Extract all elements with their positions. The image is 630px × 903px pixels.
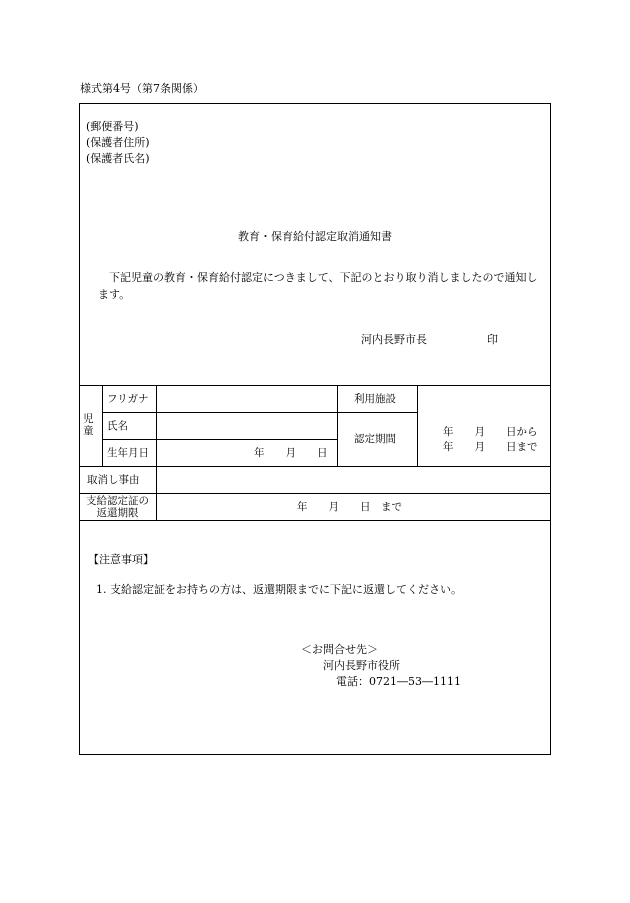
issuer-name: 河内長野市長 bbox=[361, 333, 427, 346]
table-row-divider-1b bbox=[337, 412, 417, 413]
contact-phone: 電話：0721―53―1111 bbox=[336, 675, 461, 688]
note-item: 1. 支給認定証をお持ちの方は、返還期限までに下記に返還してください。 bbox=[96, 583, 462, 596]
table-col-divider-mid bbox=[337, 385, 338, 466]
table-col-divider-child bbox=[102, 385, 103, 466]
postal-code-line: (郵便番号) bbox=[86, 120, 139, 133]
furigana-label: フリガナ bbox=[107, 393, 149, 405]
form-number: 様式第4号（第7条関係） bbox=[80, 82, 204, 95]
cancel-reason-label: 取消し事由 bbox=[87, 474, 140, 486]
table-top-border bbox=[79, 385, 551, 386]
guardian-name-line: (保護者氏名) bbox=[86, 152, 150, 165]
return-deadline-label-2: 返還期限 bbox=[96, 507, 139, 519]
notes-heading: 【注意事項】 bbox=[88, 553, 154, 566]
notice-body bbox=[98, 269, 548, 303]
table-row-divider-2 bbox=[102, 439, 337, 440]
return-deadline-value: 年 月 日 まで bbox=[297, 501, 402, 513]
period-to: 年 月 日まで bbox=[443, 441, 538, 453]
table-col-divider-label bbox=[156, 385, 157, 520]
facility-label: 利用施設 bbox=[354, 393, 396, 405]
contact-heading: ＜お問合せ先＞ bbox=[301, 643, 378, 656]
period-from: 年 月 日から bbox=[443, 426, 538, 438]
period-label: 認定期間 bbox=[354, 433, 396, 445]
table-col-divider-right bbox=[417, 385, 418, 466]
guardian-address-line: (保護者住所) bbox=[86, 136, 150, 149]
table-bottom-border bbox=[79, 520, 551, 521]
table-row-divider-4 bbox=[79, 493, 551, 494]
name-label: 氏名 bbox=[107, 420, 128, 432]
contact-office: 河内長野市役所 bbox=[323, 659, 400, 672]
seal-mark: 印 bbox=[487, 333, 498, 346]
table-row-divider-1 bbox=[102, 412, 337, 413]
birthdate-label: 生年月日 bbox=[107, 447, 149, 459]
document-title: 教育・保育給付認定取消通知書 bbox=[238, 230, 392, 243]
birthdate-value: 年 月 日 bbox=[254, 447, 328, 459]
return-deadline-label-1: 支給認定証の bbox=[86, 495, 149, 507]
notice-body-text: 下記児童の教育・保育給付認定につきまして、下記のとおり取り消しましたので通知します。 bbox=[98, 271, 538, 301]
child-label: 児童 bbox=[83, 413, 94, 437]
table-row-divider-3 bbox=[79, 466, 551, 467]
